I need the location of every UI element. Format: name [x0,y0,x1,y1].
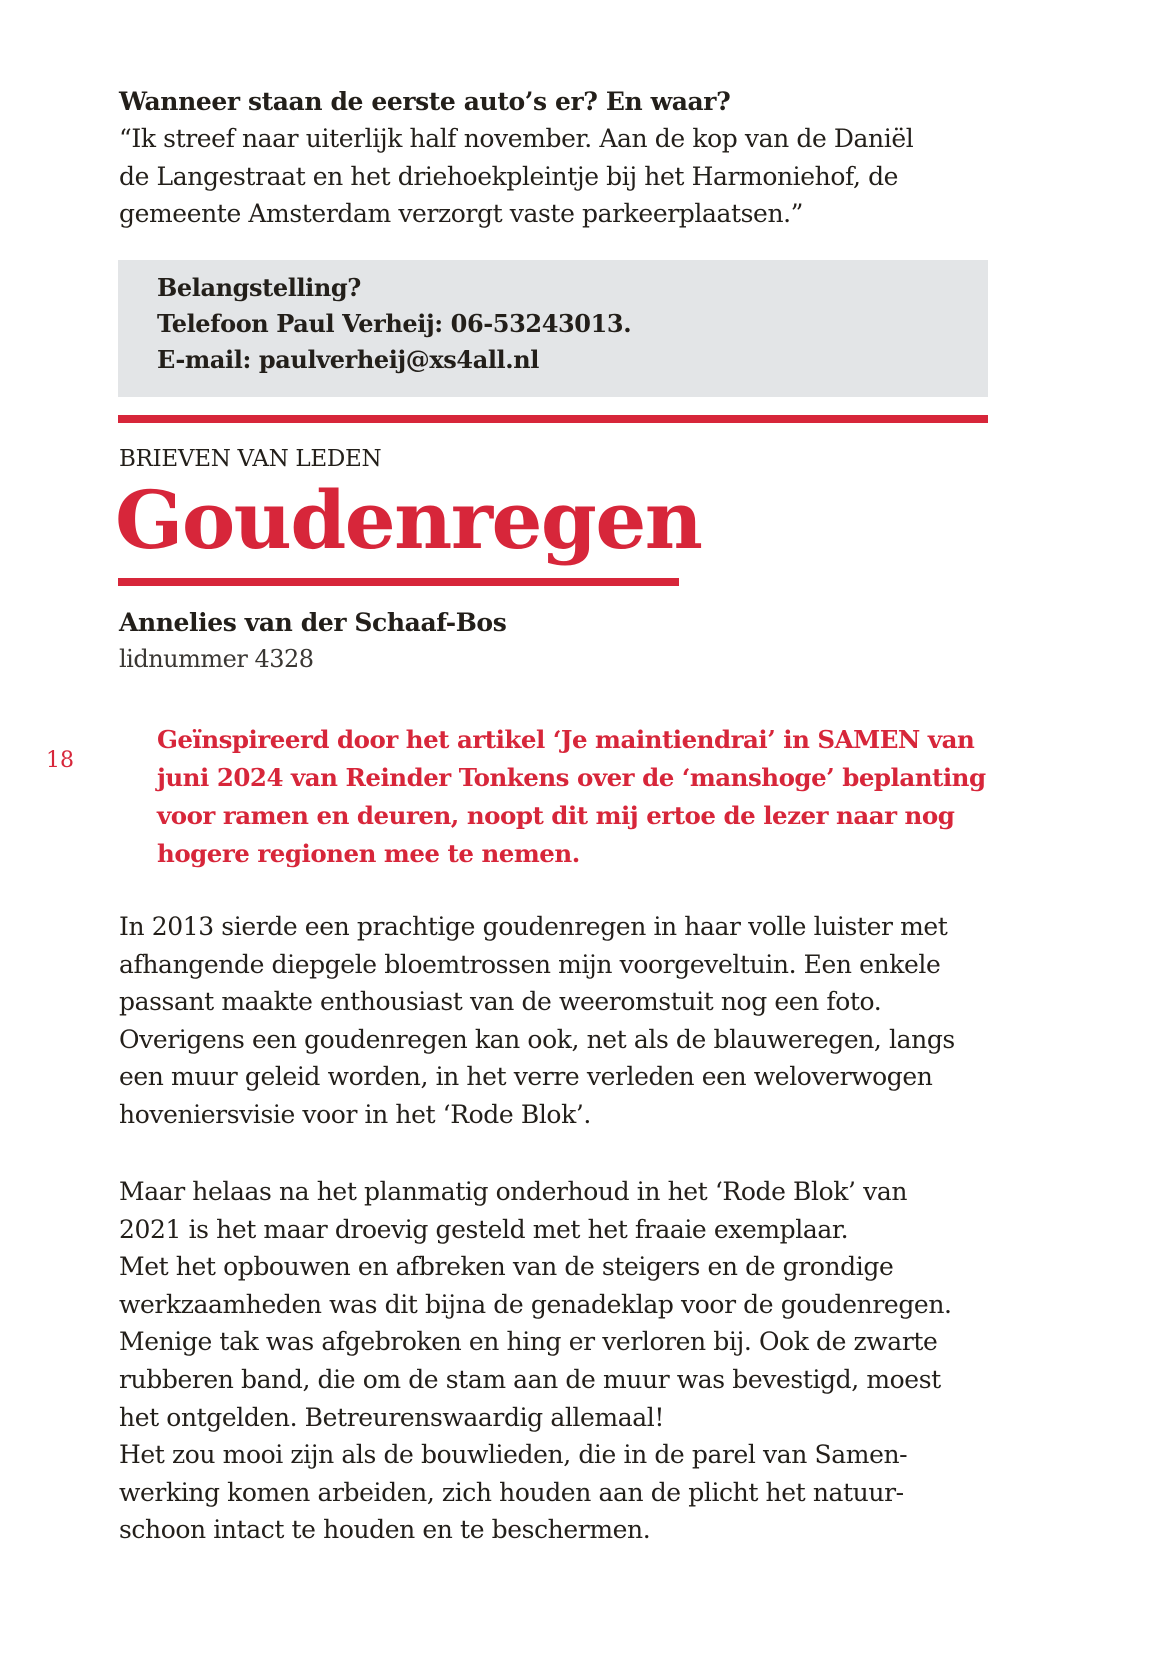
body-line: afhangende diepgele bloemtrossen mijn voorgeveltuin. Een enkele [119,949,941,979]
body-paragraph-1 [119,908,989,1134]
body-line: rubberen band, die om de stam aan de muur was bevestigd, moest [119,1364,941,1394]
section-label: BRIEVEN VAN LEDEN [119,446,382,472]
body-line: het ontgelden. Betreurenswaardig allemaal! [119,1402,664,1432]
body-line: werkzaamheden was dit bijna de genadeklap voor de goudenregen. [119,1289,952,1319]
body-line: Maar helaas na het planmatig onderhoud in het ‘Rode Blok’ van [119,1177,908,1206]
lead-line: juni 2024 van Reinder Tonkens over de ‘manshoge’ beplanting [157,763,986,792]
member-number: lidnummer 4328 [119,645,314,673]
lead-line: Geïnspireerd door het artikel ‘Je maintiendrai’ in SAMEN van [157,725,975,754]
lead-line: voor ramen en deuren, noopt dit mij ertoe de lezer naar nog [157,801,955,830]
body-line: Met het opbouwen en afbreken van de steigers en de grondige [119,1252,894,1282]
body-paragraph-2 [119,1173,989,1549]
body-line: 2021 is het maar droevig gesteld met het fraaie exemplaar. [119,1214,849,1244]
body-line: Het zou mooi zijn als de bouwlieden, die in de parel van Samen- [119,1440,908,1470]
interview-question: Wanneer staan de eerste auto’s er? En waar? [119,87,731,116]
body-line: Overigens een goudenregen kan ook, net als de blauweregen, langs [119,1024,955,1054]
contact-box [118,260,988,397]
body-line: werking komen arbeiden, zich houden aan de plicht het natuur- [119,1477,904,1507]
body-line: een muur geleid worden, in het verre verleden een weloverwogen [119,1062,933,1092]
article-author: Annelies van der Schaaf-Bos [119,608,507,637]
answer-line: gemeente Amsterdam verzorgt vaste parkeerplaatsen.” [119,199,804,229]
article-lead [157,721,997,873]
contact-email: E-mail: paulverheij@xs4all.nl [157,345,539,374]
section-divider [118,415,988,423]
answer-line: de Langestraat en het driehoekpleintje bij het Harmoniehof, de [119,161,899,191]
lead-line: hogere regionen mee te nemen. [157,839,580,868]
body-line: passant maakte enthousiast van de weeromstuit nog een foto. [119,987,882,1017]
contact-phone: Telefoon Paul Verheij: 06-53243013. [157,309,632,338]
body-line: schoon intact te houden en te beschermen. [119,1515,651,1545]
answer-line: “Ik streef naar uiterlijk half november. Aan de kop van de Daniël [119,124,914,153]
body-line: In 2013 sierde een prachtige goudenregen in haar volle luister met [119,912,948,941]
body-line: hoveniersvisie voor in het ‘Rode Blok’. [119,1099,591,1129]
contact-heading: Belangstelling? [157,273,361,302]
title-underline [118,578,679,586]
article-title: Goudenregen [115,473,702,567]
body-line: Menige tak was afgebroken en hing er verloren bij. Ook de zwarte [119,1327,938,1357]
interview-answer [119,120,989,233]
page-number: 18 [46,748,74,773]
